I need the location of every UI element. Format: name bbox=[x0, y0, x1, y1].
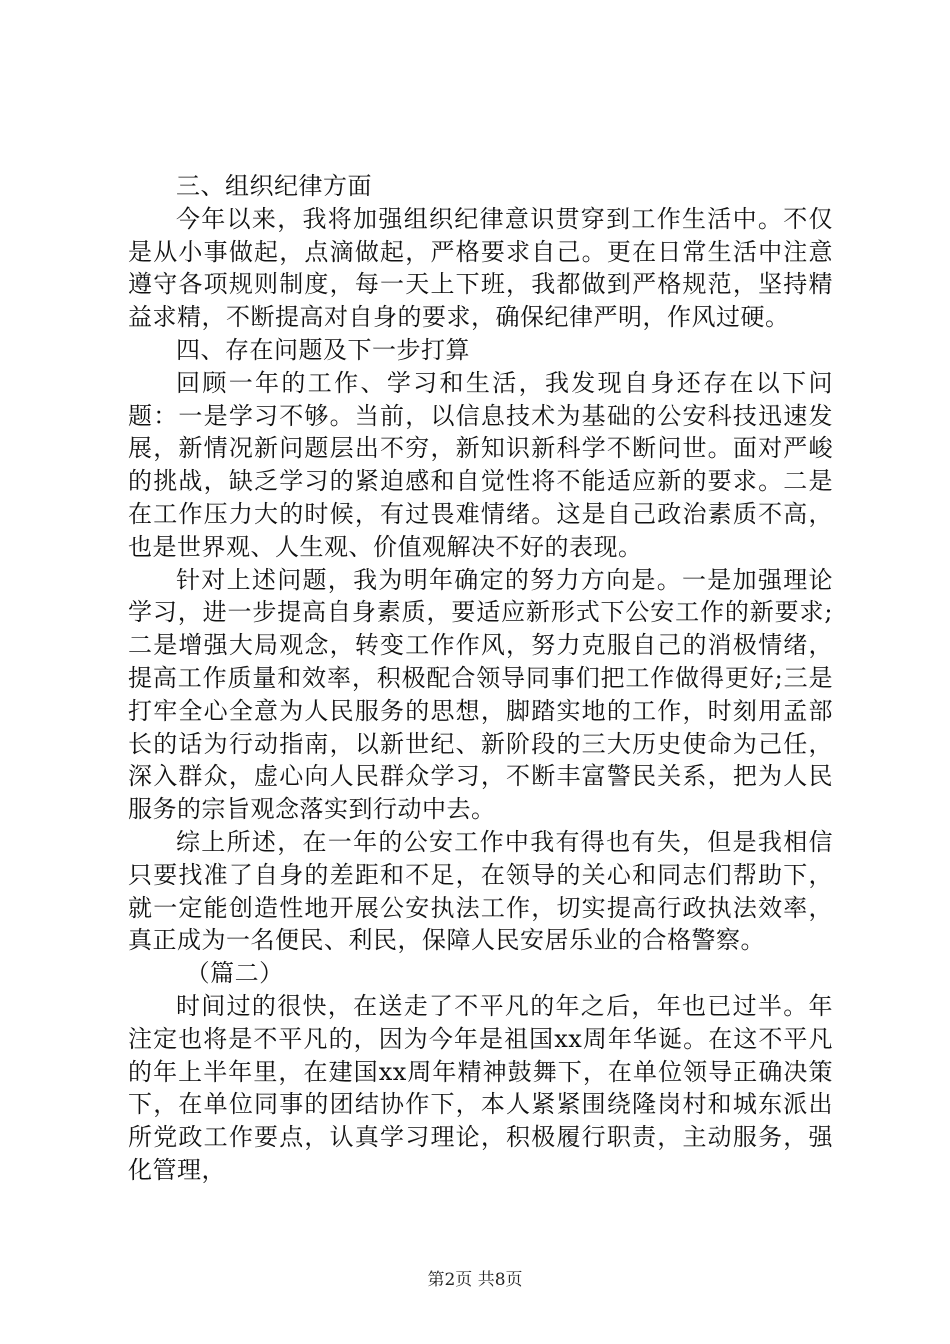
paragraph-plans: 针对上述问题，我为明年确定的努力方向是。一是加强理论学习，进一步提高自身素质，要适应新形式下公安工作的新要求;二是增强大局观念，转变工作作风，努力克服自己的消极情绪，提高工作质量和效率，积极配合领导同事们把工作做得更好;三是打牢全心全意为人民服务的思想，脚踏实地的工作，时刻用孟部长的话为行动指南，以新世纪、新阶段的三大历史使命为己任，深入群众，虚心向人民群众学习，不断丰富警民关系，把为人民服务的宗旨观念落实到行动中去。 bbox=[128, 565, 833, 824]
paragraph-discipline: 今年以来，我将加强组织纪律意识贯穿到工作生活中。不仅是从小事做起，点滴做起，严格要求自己。更在日常生活中注意遵守各项规则制度，每一天上下班，我都做到严格规范，坚持精益求精，不断提高对自身的要求，确保纪律严明，作风过硬。 bbox=[128, 204, 833, 332]
paragraph-summary: 综上所述，在一年的公安工作中我有得也有失，但是我相信只要找准了自身的差距和不足，在领导的关心和同志们帮助下，就一定能创造性地开展公安执法工作，切实提高行政执法效率，真正成为一名便民、利民，保障人民安居乐业的合格警察。 bbox=[128, 827, 833, 955]
section-heading-problems: 四、存在问题及下一步打算 bbox=[176, 335, 470, 364]
section-heading-discipline: 三、组织纪律方面 bbox=[176, 172, 372, 200]
section-label-part-two: （篇二） bbox=[185, 959, 284, 988]
paragraph-part-two-intro: 时间过的很快，在送走了不平凡的年之后，年也已过半。年注定也将是不平凡的，因为今年是祖国xx周年华诞。在这不平凡的年上半年里，在建国xx周年精神鼓舞下，在单位领导正确决策下，在单位同事的团结协作下，本人紧紧围绕隆岗村和城东派出所党政工作要点，认真学习理论，积极履行职责，主动服务，强化管理， bbox=[128, 991, 833, 1184]
document-body bbox=[128, 170, 833, 1187]
page-number-footer: 第2页 共8页 bbox=[427, 1270, 523, 1290]
paragraph-review: 回顾一年的工作、学习和生活，我发现自身还存在以下问题：一是学习不够。当前，以信息技术为基础的公安科技迅速发展，新情况新问题层出不穷，新知识新科学不断问世。面对严峻的挑战，缺乏学习的紧迫感和自觉性将不能适应新的要求。二是在工作压力大的时候，有过畏难情绪。这是自己政治素质不高，也是世界观、人生观、价值观解决不好的表现。 bbox=[128, 368, 833, 561]
